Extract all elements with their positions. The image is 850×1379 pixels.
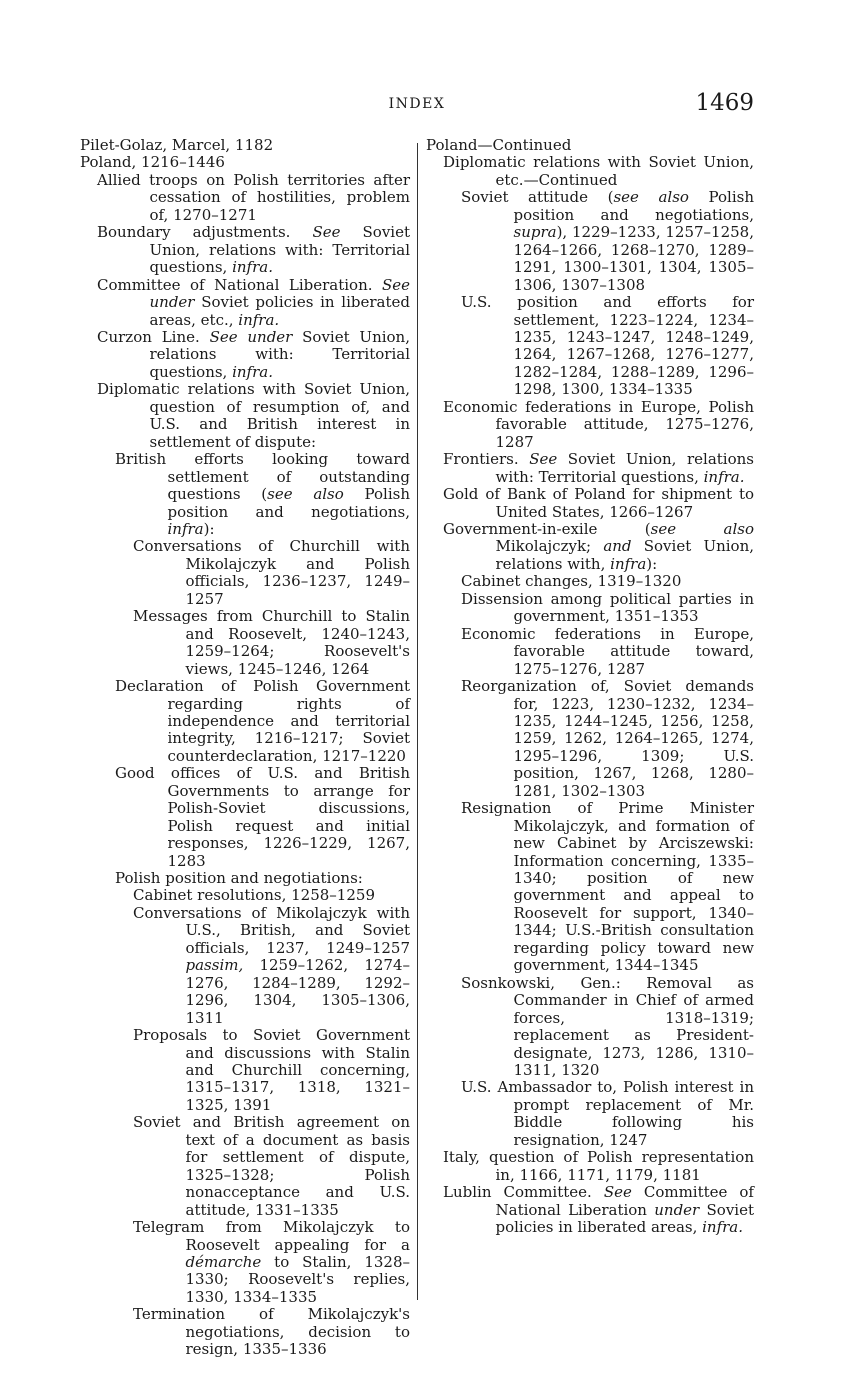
running-head: INDEX — [388, 96, 446, 112]
index-entry: Economic federations in Europe, favorable attitude toward, 1275–1276, 1287 — [461, 624, 754, 678]
index-entry: Soviet and British agreement on text of a document as basis for settlement of dispute, 1325–1328; Polish nonacceptance and U.S. attitude, 1331–1335 — [133, 1113, 410, 1219]
index-entry: Lublin Committee. See Committee of National Liberation under Soviet policies in liberated areas, infra. — [443, 1183, 754, 1237]
index-entry: Government-in-exile (see also Mikolajczyk; and Soviet Union, relations with, infra): — [443, 519, 755, 573]
index-entry: Pilet-Golaz, Marcel, 1182 — [80, 136, 274, 154]
index-entry: Good offices of U.S. and British Governments to arrange for Polish-Soviet discussions, Polish request and initial responses, 1226–1229, 1267, 1283 — [115, 764, 410, 870]
index-entry: Telegram from Mikolajczyk to Roosevelt appealing for a démarche to Stalin, 1328–1330; Roosevelt's replies, 1330, 1334–1335 — [133, 1218, 410, 1306]
index-entry: Dissension among political parties in government, 1351–1353 — [461, 589, 754, 626]
index-entry: Committee of National Liberation. See under Soviet policies in liberated areas, etc., infra. — [97, 275, 410, 329]
index-entry: Messages from Churchill to Stalin and Roosevelt, 1240–1243, 1259–1264; Roosevelt's views, 1245–1246, 1264 — [133, 607, 410, 678]
index-entry: Italy, question of Polish representation in, 1166, 1171, 1179, 1181 — [443, 1148, 754, 1184]
index-entry: Diplomatic relations with Soviet Union, question of resumption of, and U.S. and British interest in settlement of dispute: — [97, 380, 410, 451]
index-entry: Cabinet changes, 1319–1320 — [461, 572, 682, 591]
index-entry: Termination of Mikolajczyk's negotiations, decision to resign, 1335–1336 — [133, 1305, 410, 1359]
page-number: 1469 — [695, 90, 754, 116]
index-entry: Allied troops on Polish territories after cessation of hostilities, problem of, 1270–1271 — [97, 170, 410, 224]
index-entry: Frontiers. See Soviet Union, relations with: Territorial questions, infra. — [443, 450, 754, 486]
index-entry: Reorganization of, Soviet demands for, 1223, 1230–1232, 1234–1235, 1244–1245, 1256, 1258, 1259, 1262, 1264–1265, 1274, 1295–1296, 1309; U.S. position, 1267, 1268, 1280–1281, 1302–1303 — [461, 677, 754, 800]
index-entry: Resignation of Prime Minister Mikolajczyk, and formation of new Cabinet by Arciszewski: Information concerning, 1335–1340; position of new government and appeal to Roosevelt for support, 1340–1344; U.S.-British consultation regarding policy toward new government, 1344–1345 — [461, 799, 754, 975]
index-entry: U.S. Ambassador to, Polish interest in prompt replacement of Mr. Biddle following his resignation, 1247 — [461, 1078, 754, 1149]
column-divider — [417, 143, 418, 1300]
index-entry: Diplomatic relations with Soviet Union, etc.—Continued — [443, 153, 754, 189]
index-entry: Soviet attitude (see also Polish position and negotiations, supra), 1229–1233, 1257–1258, 1264–1266, 1268–1270, 1289–1291, 1300–1301, 1304, 1305–1306, 1307–1308 — [461, 188, 754, 294]
index-entry: Declaration of Polish Government regarding rights of independence and territorial integrity, 1216–1217; Soviet counterdeclaration, 1217–1220 — [115, 677, 410, 765]
index-entry: Boundary adjustments. See Soviet Union, relations with: Territorial questions, infra. — [97, 223, 410, 277]
index-entry: Gold of Bank of Poland for shipment to United States, 1266–1267 — [443, 485, 754, 521]
index-entry: U.S. position and efforts for settlement, 1223–1224, 1234–1235, 1243–1247, 1248–1249, 1264, 1267–1268, 1276–1277, 1282–1284, 1288–1289, 1296–1298, 1300, 1334–1335 — [461, 293, 754, 399]
index-entry: Poland—Continued — [426, 136, 572, 154]
index-column-right — [426, 137, 754, 1237]
index-entry: Conversations of Mikolajczyk with U.S., British, and Soviet officials, 1237, 1249–1257 passim, 1259–1262, 1274–1276, 1284–1289, 1292–1296, 1304, 1305–1306, 1311 — [133, 903, 410, 1027]
index-entry: Polish position and negotiations: — [115, 869, 363, 888]
index-entry: Cabinet resolutions, 1258–1259 — [133, 886, 375, 905]
index-entry: Sosnkowski, Gen.: Removal as Commander in Chief of armed forces, 1318–1319; replacement as President-designate, 1273, 1286, 1310–1311, 1320 — [461, 973, 754, 1080]
index-entry: British efforts looking toward settlement of outstanding questions (see also Polish position and negotiations, infra): — [115, 450, 410, 538]
index-entry: Economic federations in Europe, Polish favorable attitude, 1275–1276, 1287 — [443, 397, 754, 451]
page-header — [80, 90, 754, 124]
index-entry: Curzon Line. See under Soviet Union, relations with: Territorial questions, infra. — [97, 327, 410, 381]
index-entry: Conversations of Churchill with Mikolajczyk and Polish officials, 1236–1237, 1249–1257 — [133, 537, 410, 608]
index-entry: Poland, 1216–1446 — [80, 153, 225, 172]
index-column-left — [80, 137, 410, 1359]
index-entry: Proposals to Soviet Government and discussions with Stalin and Churchill concerning, 1315–1317, 1318, 1321–1325, 1391 — [133, 1026, 410, 1114]
